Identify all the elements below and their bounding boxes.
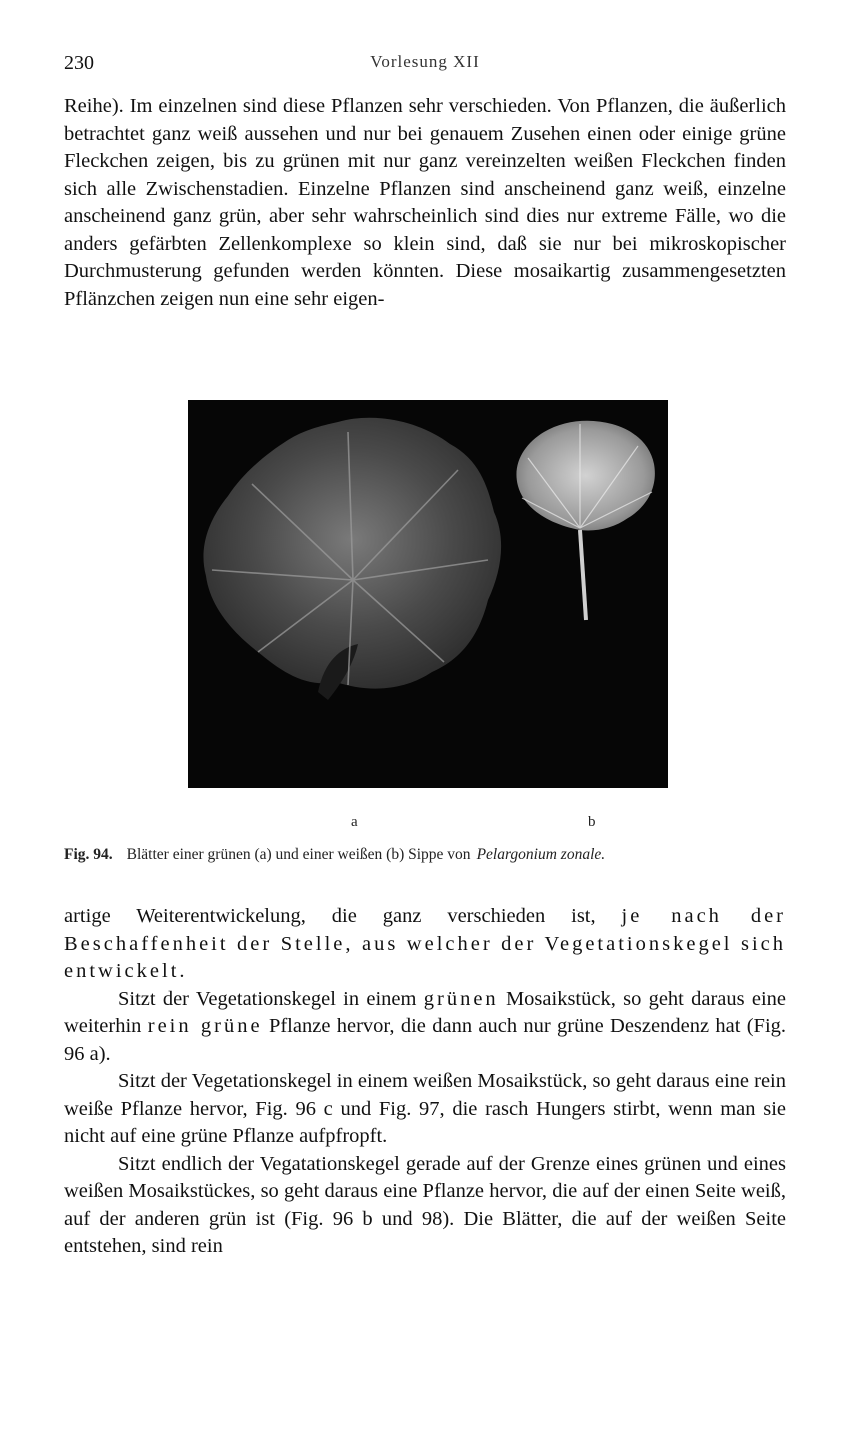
spaced-text-run: je nach der Beschaffenheit der Stelle, aus welcher der Vegetationskegel sich entwickelt. <box>64 905 786 982</box>
leaf-photograph <box>188 400 668 788</box>
text-run: Mosaikstück, so geht daraus eine weiterhin <box>64 987 787 1037</box>
body-text-top <box>64 93 786 313</box>
figure-number: Fig. 94. <box>64 846 113 863</box>
figure-caption <box>64 846 786 864</box>
figure-label-a: a <box>351 814 358 830</box>
figure-label-b: b <box>588 814 596 830</box>
caption-text: Blätter einer grünen (a) und einer weißen (b) Sippe von <box>126 846 471 863</box>
caption-species: Pelargonium zonale. <box>476 846 606 863</box>
paragraph: Reihe). Im einzelnen sind diese Pflanzen sehr verschieden. Von Pflanzen, die äußerlich betrachtet ganz weiß aussehen und nur bei genauem Zusehen einen oder einige grüne Fleckchen zeigen, bis zu grünen mit nur ganz vereinzelten weißen Fleckchen finden sich alle Zwischenstadien. Einzelne Pflanzen sind anscheinend ganz weiß, einzelne anscheinend ganz grün, aber sehr wahrscheinlich sind dies nur extreme Fälle, wo die anders gefärbten Zellenkomplexe so klein sind, daß sie nur bei mikroskopischer Durchmusterung gefunden werden könnten. Diese mosaikartig zusammengesetzten Pflänzchen zeigen nun eine sehr eigen- <box>64 95 786 310</box>
page-header <box>64 52 786 80</box>
leaf-b-shape <box>516 421 654 620</box>
spaced-text-run: grünen <box>423 987 499 1010</box>
text-run: Pflanze hervor, die dann auch nur grüne Deszendenz hat (Fig. 96 a). <box>64 1015 787 1065</box>
paragraph <box>64 986 786 1069</box>
text-run: artige Weiterentwickelung, die ganz verschieden ist, <box>64 905 596 927</box>
paragraph: Sitzt der Vegetationskegel in einem weißen Mosaikstück, so geht daraus eine rein weiße Pflanze hervor, Fig. 96 c und Fig. 97, die rasch Hungers stirbt, wenn man sie nicht auf eine grüne Pflanze aufpfropft. <box>64 1070 786 1147</box>
paragraph <box>64 903 786 986</box>
page-number: 230 <box>64 52 94 74</box>
spaced-text-run: rein grüne <box>147 1015 263 1037</box>
body-text-bottom <box>64 903 786 1261</box>
leaf-a-shape <box>203 418 501 700</box>
text-run: Sitzt der Vegetationskegel in einem <box>118 987 417 1010</box>
paragraph: Sitzt endlich der Vegatationskegel gerade auf der Grenze eines grünen und eines weißen Mosaikstückes, so geht daraus eine Pflanze hervor, die auf der einen Seite weiß, auf der anderen grün ist (Fig. 96 b und 98). Die Blätter, die auf der weißen Seite entstehen, sind rein <box>64 1152 786 1257</box>
running-head: Vorlesung XII <box>370 52 480 71</box>
